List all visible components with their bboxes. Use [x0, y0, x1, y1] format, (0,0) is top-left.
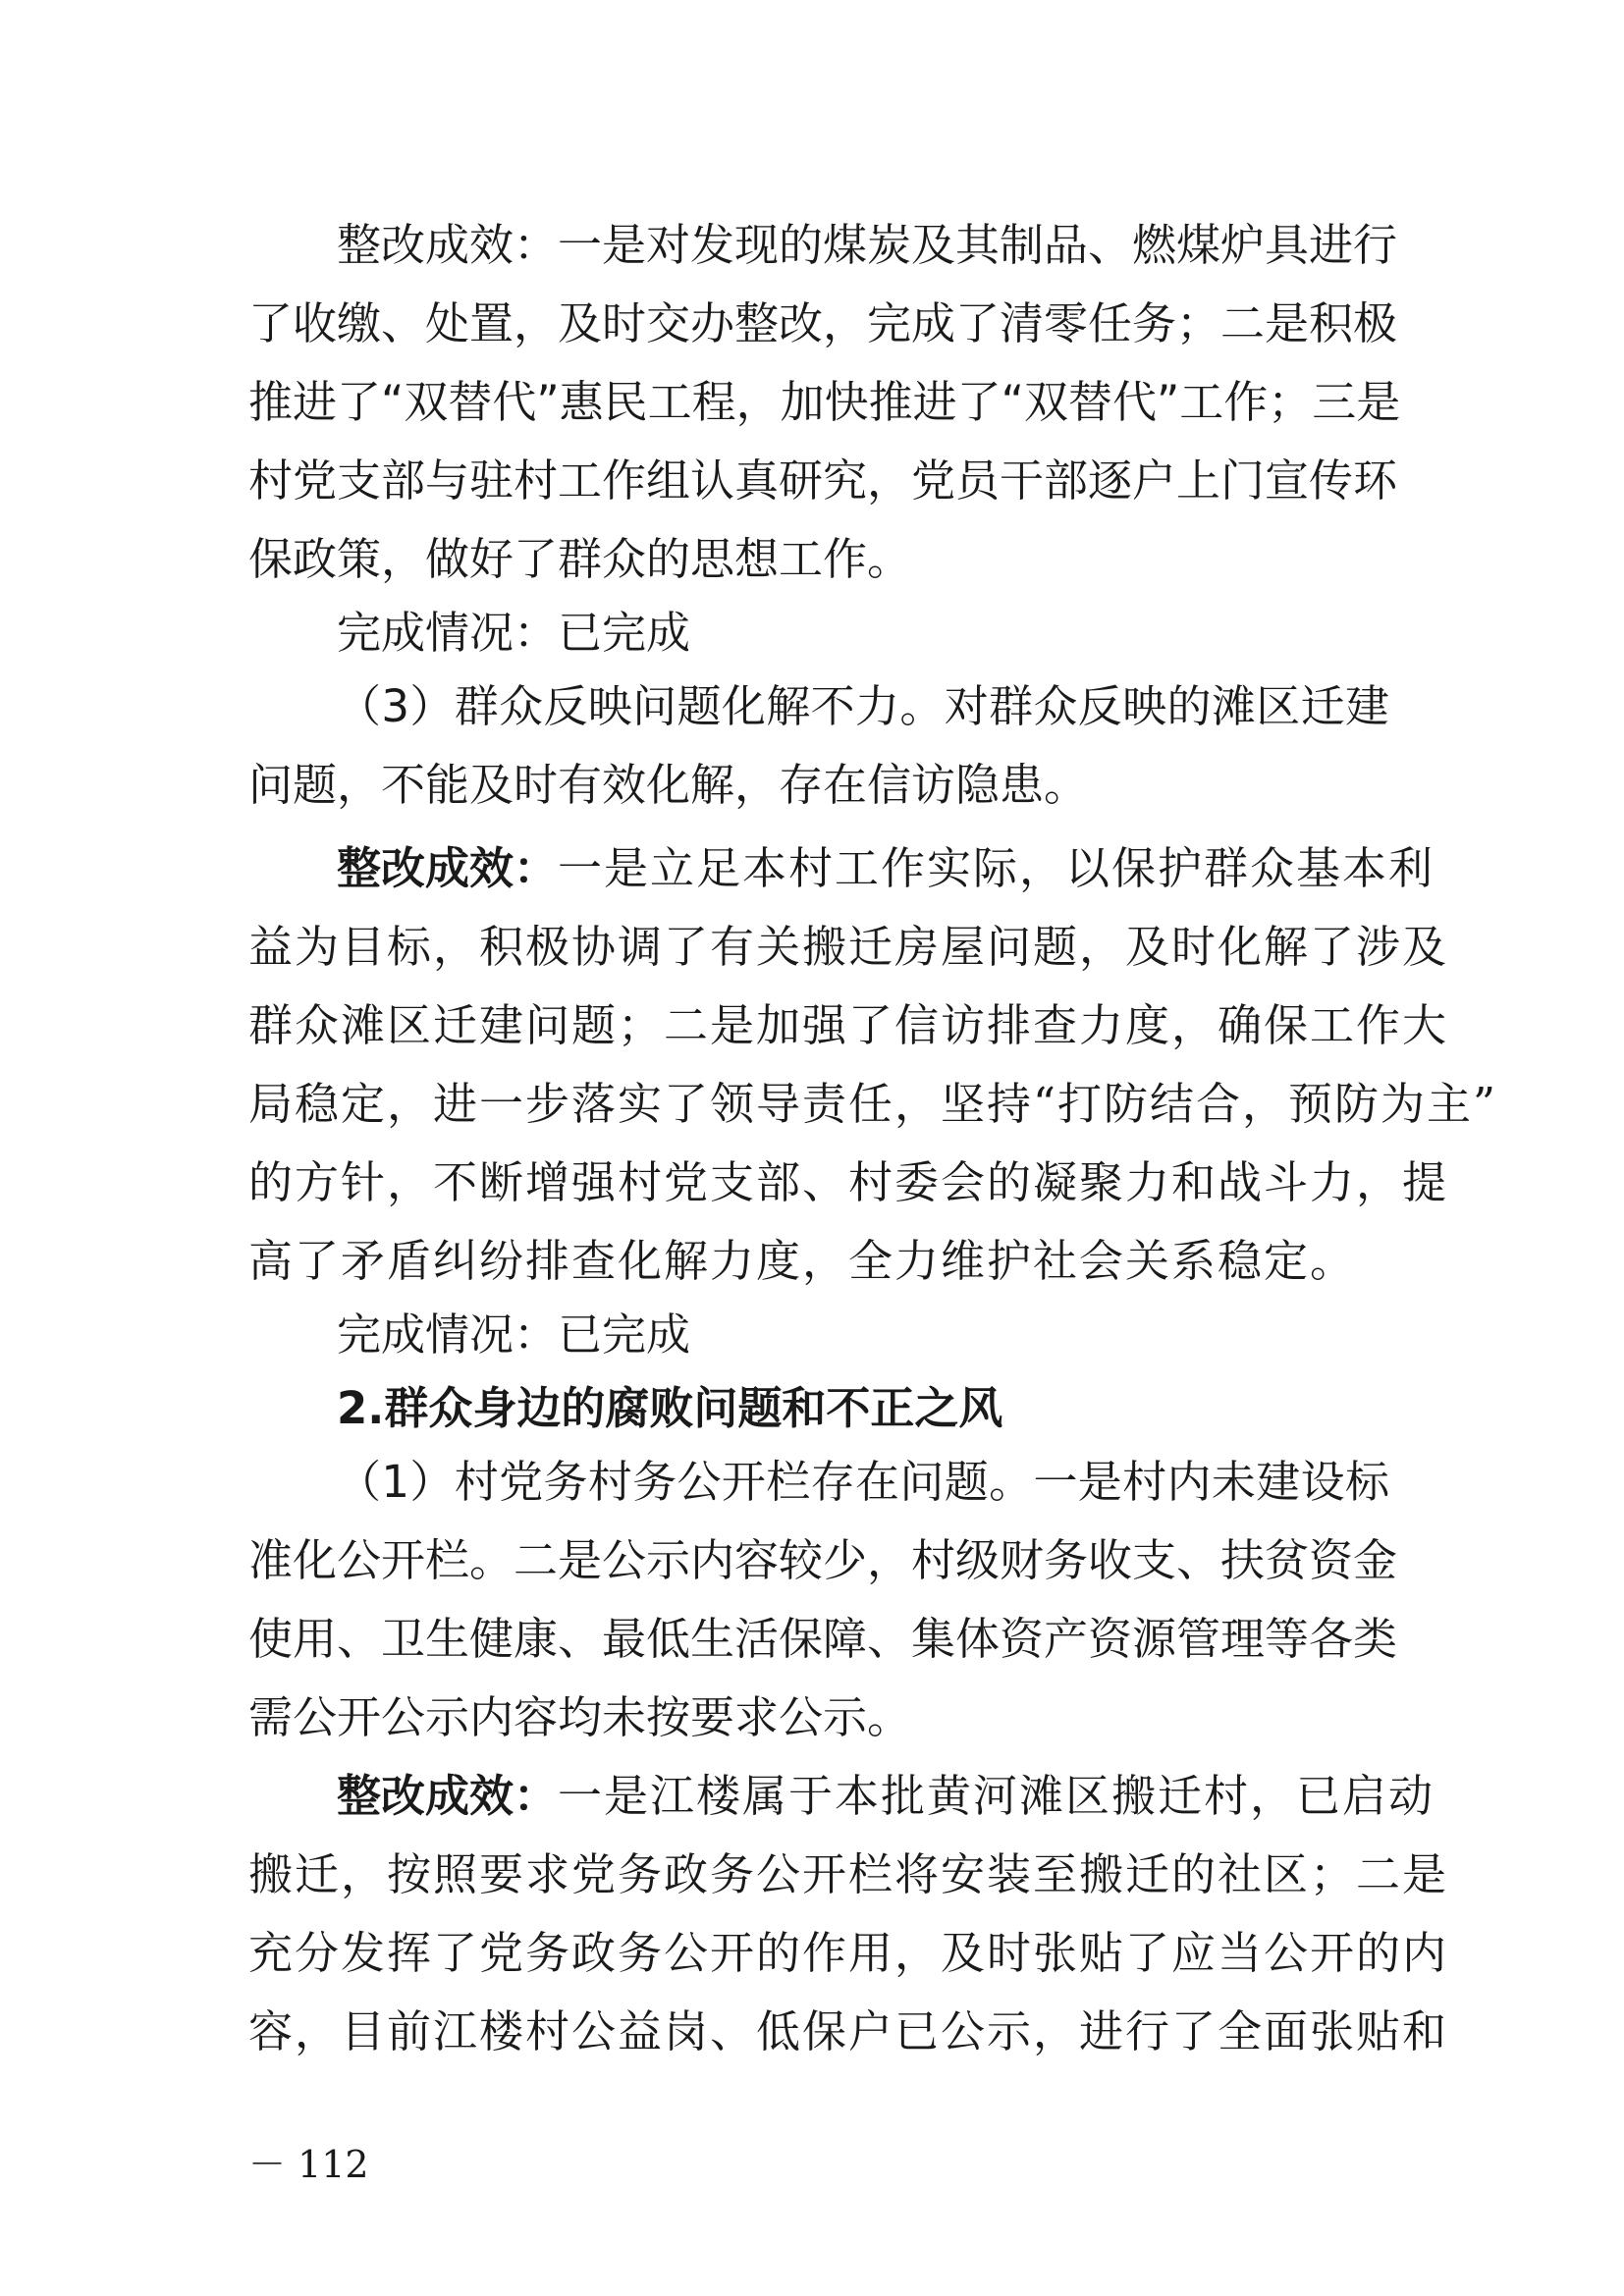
text-line: 保政策，做好了群众的思想工作。: [248, 533, 912, 585]
text-line: （3）群众反映问题化解不力。对群众反映的滩区迁建: [337, 680, 1389, 732]
text-line: 的方针，不断增强村党支部、村委会的凝聚力和战斗力，提: [248, 1156, 1449, 1208]
text-line: 使用、卫生健康、最低生活保障、集体资产资源管理等各类: [248, 1613, 1398, 1665]
text-line: 充分发挥了党务政务公开的作用，及时张贴了应当公开的内: [248, 1927, 1449, 1979]
text-line: 了收缴、处置，及时交办整改，完成了清零任务；二是积极: [248, 297, 1398, 349]
text-line: 村党支部与驻村工作组认真研究，党员干部逐户上门宣传环: [248, 454, 1398, 507]
text-line: 益为目标，积极协调了有关搬迁房屋问题，及时化解了涉及: [248, 921, 1449, 973]
text-line: 推进了“双替代”惠民工程，加快推进了“双替代”工作；三是: [248, 376, 1401, 428]
text-line: 整改成效：一是对发现的煤炭及其制品、燃煤炉具进行: [337, 219, 1398, 271]
text-line: 容，目前江楼村公益岗、低保户已公示，进行了全面张贴和: [248, 2005, 1449, 2057]
text-line: 局稳定，进一步落实了领导责任，坚持“打防结合，预防为主”: [248, 1078, 1498, 1130]
text-line: 需公开公示内容均未按要求公示。: [248, 1691, 912, 1743]
status-line: 完成情况：已完成: [337, 607, 691, 659]
section-heading: 2.群众身边的腐败问题和不正之风: [337, 1382, 1003, 1434]
text-line: 群众滩区迁建问题；二是加强了信访排查力度，确保工作大: [248, 999, 1449, 1051]
text-line: 搬迁，按照要求党务政务公开栏将安装至搬迁的社区；二是: [248, 1848, 1449, 1900]
text-line: 整改成效：一是立足本村工作实际，以保护群众基本利: [337, 842, 1435, 894]
text-line: （1）村党务村务公开栏存在问题。一是村内未建设标: [337, 1456, 1389, 1508]
text-line: 整改成效：一是江楼属于本批黄河滩区搬迁村，已启动: [337, 1770, 1435, 1822]
status-line: 完成情况：已完成: [337, 1308, 691, 1361]
page-number: － 112: [248, 2143, 369, 2186]
text-line: 问题，不能及时有效化解，存在信访隐患。: [248, 759, 1089, 811]
text-line: 准化公开栏。二是公示内容较少，村级财务收支、扶贫资金: [248, 1534, 1398, 1586]
text-line: 高了矛盾纠纷排查化解力度，全力维护社会关系稳定。: [248, 1235, 1357, 1287]
